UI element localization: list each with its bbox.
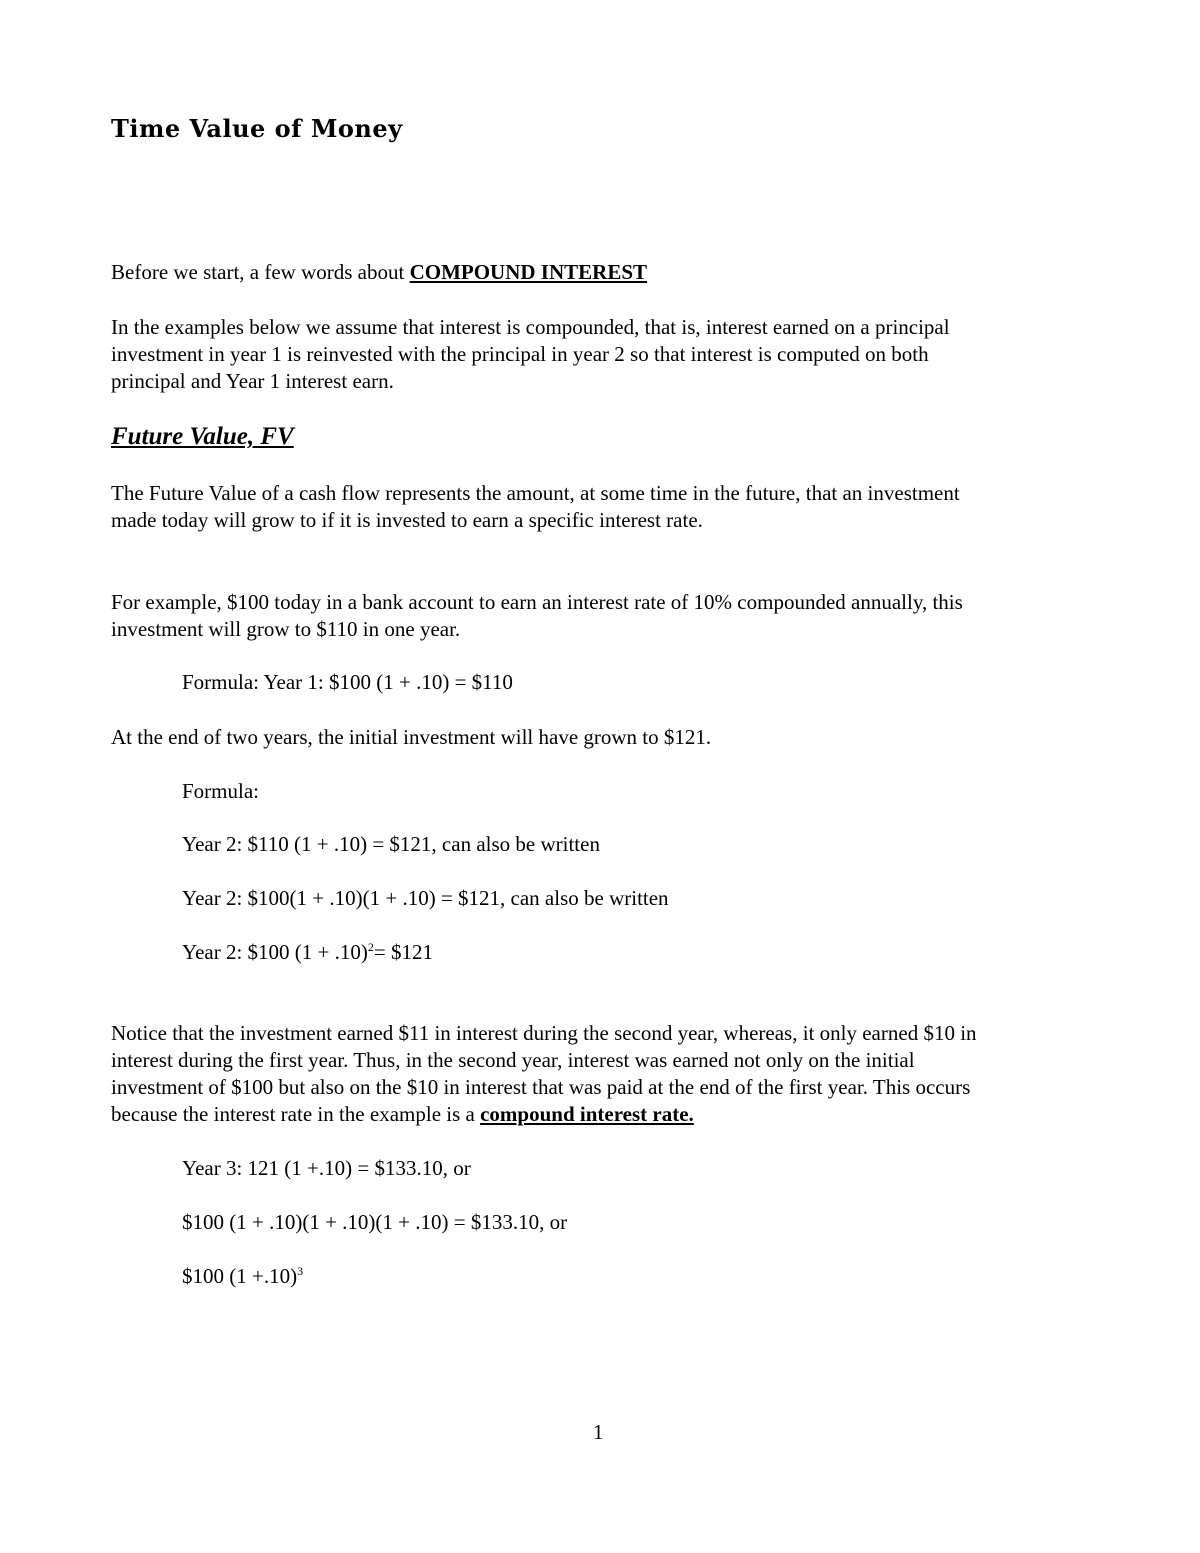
year3-formula-c <box>182 1266 303 1287</box>
document-title: Time Value of Money <box>111 114 403 143</box>
paragraph-line: principal and Year 1 interest earn. <box>111 369 394 393</box>
paragraph-line: interest during the first year. Thus, in the second year, interest was earned not only on the initial <box>111 1048 915 1072</box>
year2-formula-a: Year 2: $110 (1 + .10) = $121, can also be written <box>182 832 600 856</box>
paragraph-line: The Future Value of a cash flow represents the amount, at some time in the future, that an investment <box>111 481 960 505</box>
paragraph-line <box>111 1101 1091 1128</box>
intro-emphasis: COMPOUND INTEREST <box>409 260 648 284</box>
compound-paragraph <box>111 314 1091 395</box>
formula-year1: Formula: Year 1: $100 (1 + .10) = $110 <box>182 670 513 694</box>
paragraph-line: Notice that the investment earned $11 in interest during the second year, whereas, it only earned $10 in <box>111 1021 977 1045</box>
intro-prefix: Before we start, a few words about <box>111 260 410 284</box>
paragraph-line: For example, $100 today in a bank account to earn an interest rate of 10% compounded annually, this <box>111 590 963 614</box>
paragraph-line: investment will grow to $110 in one year. <box>111 617 461 641</box>
formula-base: $100 (1 +.10) <box>182 1264 298 1288</box>
paragraph-line: investment in year 1 is reinvested with the principal in year 2 so that interest is computed on both <box>111 342 929 366</box>
notice-last-emphasis: compound interest rate. <box>480 1102 694 1126</box>
year3-formula-b: $100 (1 + .10)(1 + .10)(1 + .10) = $133.10, or <box>182 1210 568 1234</box>
page-number: 1 <box>593 1420 604 1444</box>
paragraph-line: investment of $100 but also on the $10 in interest that was paid at the end of the first year. This occurs <box>111 1075 971 1099</box>
intro-line <box>111 262 647 283</box>
year3-formula-a: Year 3: 121 (1 +.10) = $133.10, or <box>182 1156 471 1180</box>
formula-exponent: 2 <box>367 940 374 954</box>
year2-formula-c <box>182 942 433 963</box>
formula-result: = $121 <box>373 940 433 964</box>
fv-definition-paragraph <box>111 480 1091 534</box>
formula-exponent: 3 <box>297 1264 304 1278</box>
notice-last-prefix: because the interest rate in the example is a <box>111 1102 481 1126</box>
formula-label: Formula: <box>182 779 259 803</box>
year2-formula-b: Year 2: $100(1 + .10)(1 + .10) = $121, can also be written <box>182 886 669 910</box>
formula-base: Year 2: $100 (1 + .10) <box>182 940 368 964</box>
paragraph-line: made today will grow to if it is invested to earn a specific interest rate. <box>111 508 703 532</box>
notice-paragraph <box>111 1020 1091 1128</box>
example-paragraph <box>111 589 1091 643</box>
paragraph-line: In the examples below we assume that interest is compounded, that is, interest earned on a principal <box>111 315 950 339</box>
two-years-line: At the end of two years, the initial investment will have grown to $121. <box>111 725 712 749</box>
section-heading-future-value: Future Value, FV <box>111 423 294 450</box>
